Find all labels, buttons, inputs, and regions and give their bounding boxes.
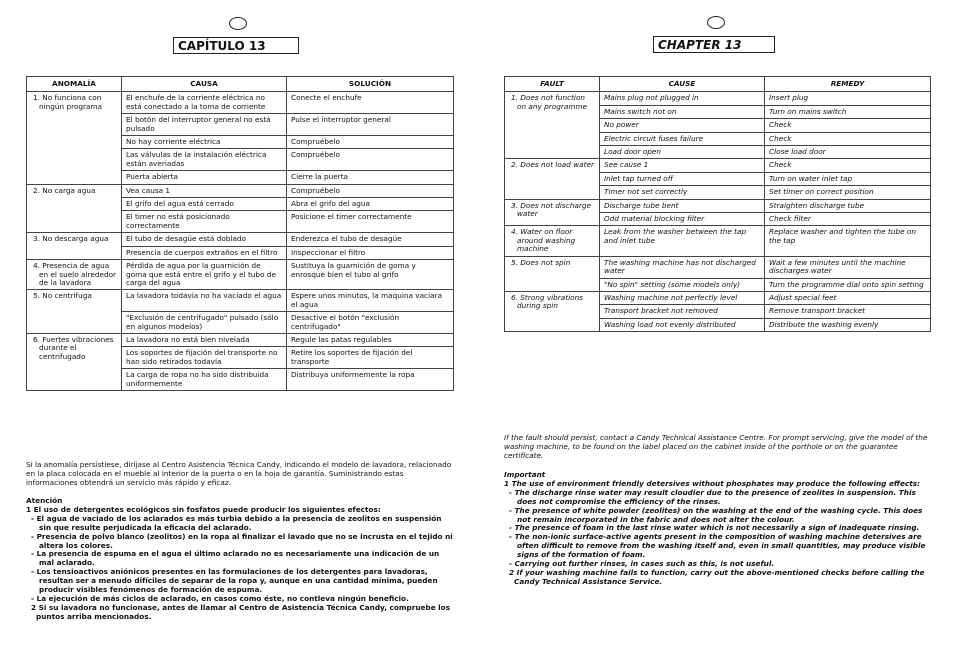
cause-cell: Pérdida de agua por la guarnición de goma que está entre el grifo y el tubo de carga del agua <box>122 260 287 290</box>
header-fault: FAULT <box>505 77 600 92</box>
remedy-cell: Check filter <box>765 213 931 226</box>
header-solucion: SOLUCIÓN <box>287 77 454 92</box>
table-row <box>505 226 931 256</box>
page-marker-oval-left <box>229 17 247 30</box>
remedy-cell: Set timer on correct position <box>765 186 931 199</box>
fault-cell: 2. No carga agua <box>27 184 122 233</box>
bullet-item: - The discharge rinse water may result cloudier due to the presence of zeolites in suspension. This does not compromise the efficiency of the rinses. <box>509 487 916 506</box>
bullet-item: - The presence of white powder (zeolites) on the washing at the end of the washing cycle. This does not remain incorporated in the fabric and does not alter the colour. <box>509 505 923 524</box>
table-row <box>505 199 931 212</box>
important-title: Important <box>504 470 546 479</box>
important-section-en <box>504 471 930 587</box>
cause-cell: Discharge tube bent <box>600 199 765 212</box>
table-row <box>505 291 931 304</box>
cause-cell: Washing load not evenly distributed <box>600 318 765 331</box>
cause-cell: Mains plug not plugged in <box>600 92 765 105</box>
cause-cell: El enchufe de la corriente eléctrica no está conectado a la toma de corriente <box>122 92 287 114</box>
chapter-title-en: CHAPTER 13 <box>653 36 775 53</box>
table-row <box>505 92 931 105</box>
cause-cell: Inlet tap turned off <box>600 172 765 185</box>
fault-cell: 5. Does not spin <box>505 256 600 291</box>
persist-note-es: Si la anomalía persistiese, diríjase al Centro Asistencia Técnica Candy, indicando el modelo de lavadora, relacionado en la placa colocada en el mueble al interior de la puerta o en la hoja de garantía. Suministrando estas informaciones obtendrá un servicio más rápido y eficaz. <box>26 460 452 487</box>
bullet-item: - La presencia de espuma en el agua el último aclarado no es necesariamente una indicación de un mal aclarado. <box>31 549 440 568</box>
bullet-item: - The non-ionic surface-active agents present in the composition of washing machine detersives are often difficult to remove from the washing itself and, even in small quantities, may produce visible signs of the formation of foam. <box>509 532 926 560</box>
remedy-cell: Espere unos minutos, la maquina vaciara el agua <box>287 290 454 312</box>
persist-note-en: If the fault should persist, contact a Candy Technical Assistance Centre. For prompt servicing, give the model of the washing machine, to be found on the label placed on the cabinet inside of the porthole or on the guarantee certificate. <box>504 433 928 460</box>
attention-section-es <box>26 497 454 622</box>
cause-cell: Las válvulas de la instalación eléctrica están averiadas <box>122 149 287 171</box>
remedy-cell: Sustituya la guarnición de goma y enrosque bien el tubo al grifo <box>287 260 454 290</box>
fault-cell: 4. Presencia de agua en el suelo alrededor de la lavadora <box>27 260 122 290</box>
bullet-item: - Presencia de polvo blanco (zeolitos) en la ropa al finalizar el lavado que no se incrusta en el tejido ni altera los colores. <box>31 531 453 550</box>
bullet-item: - The presence of foam in the last rinse water which is not necessarily a sign of inadequate rinsing. <box>509 523 920 533</box>
troubleshooting-table-es <box>26 76 454 391</box>
chapter-title-es: CAPÍTULO 13 <box>173 37 299 54</box>
bullet-item: - La ejecución de más ciclos de aclarado, en casos como éste, no contleva ningún beneficio. <box>31 593 409 603</box>
table-row <box>27 184 454 197</box>
remedy-cell: Check <box>765 132 931 145</box>
cause-cell: Transport bracket not removed <box>600 305 765 318</box>
cause-cell: Electric circuit fuses failure <box>600 132 765 145</box>
bullet-item: - Carrying out further rinses, in cases such as this, is not useful. <box>509 559 775 569</box>
fault-cell: 3. No descarga agua <box>27 233 122 260</box>
important-bullets <box>504 489 930 569</box>
cause-cell: The washing machine has not discharged water <box>600 256 765 278</box>
troubleshooting-table-en <box>504 76 931 332</box>
remedy-cell: Abra el grifo del agua <box>287 198 454 211</box>
cause-cell: El timer no está posicionado correctamente <box>122 211 287 233</box>
cause-cell: See cause 1 <box>600 159 765 172</box>
cause-cell: Puerta abierta <box>122 171 287 184</box>
remedy-cell: Close load door <box>765 146 931 159</box>
remedy-cell: Insert plug <box>765 92 931 105</box>
remedy-cell: Check <box>765 159 931 172</box>
table-row <box>27 333 454 346</box>
footer-note-en <box>504 434 930 461</box>
attention-item-1: 1 El uso de detergentes ecológicos sin fosfatos puede producir los siguientes efectos: <box>26 504 381 514</box>
cause-cell: Los soportes de fijación del transporte no han sido retirados todavía <box>122 347 287 369</box>
cause-cell: Leak from the washer between the tap and inlet tube <box>600 226 765 256</box>
fault-cell: 6. Fuertes vibraciones durante el centrifugado <box>27 333 122 390</box>
cause-cell: La lavadora todavía no ha vaciado el agua <box>122 290 287 312</box>
cause-cell: La carga de ropa no ha sido distribuida uniformemente <box>122 369 287 391</box>
remedy-cell: Remove transport bracket <box>765 305 931 318</box>
cause-cell: "No spin" setting (some models only) <box>600 278 765 291</box>
cause-cell: Vea causa 1 <box>122 184 287 197</box>
important-item-1: 1 The use of environment friendly detersives without phosphates may produce the following effects: <box>504 478 920 488</box>
remedy-cell: Wait a few minutes until the machine discharges water <box>765 256 931 278</box>
cause-cell: Washing machine not perfectly level <box>600 291 765 304</box>
cause-cell: Timer not set correctly <box>600 186 765 199</box>
remedy-cell: Compruébelo <box>287 149 454 171</box>
fault-cell: 5. No centrifuga <box>27 290 122 334</box>
header-cause: CAUSE <box>600 77 765 92</box>
cause-cell: Load door open <box>600 146 765 159</box>
remedy-cell: Compruébelo <box>287 184 454 197</box>
remedy-cell: Turn on mains switch <box>765 105 931 118</box>
cause-cell: No hay corriente eléctrica <box>122 136 287 149</box>
footer-note-es <box>26 461 454 488</box>
fault-cell: 6. Strong vibrations during spin <box>505 291 600 331</box>
cause-cell: Presencia de cuerpos extraños en el filtro <box>122 246 287 259</box>
table-row <box>27 260 454 290</box>
cause-cell: El botón del interruptor general no está pulsado <box>122 114 287 136</box>
remedy-cell: Inspeccionar el filtro <box>287 246 454 259</box>
fault-cell: 2. Does not load water <box>505 159 600 199</box>
page-marker-oval-right <box>707 16 725 29</box>
cause-cell: "Exclusión de centrifugado" pulsado (sólo en algunos modelos) <box>122 312 287 334</box>
remedy-cell: Posicione el timer correctamente <box>287 211 454 233</box>
table-row <box>27 233 454 246</box>
bullet-item: - El agua de vaciado de los aclarados es más turbia debido a la presencia de zeolitos en suspensión sin que resulte perjudicada la eficacia del aclarado. <box>31 513 442 532</box>
cause-cell: Mains switch not on <box>600 105 765 118</box>
remedy-cell: Desactive el botón "exclusión centrifugado" <box>287 312 454 334</box>
header-remedy: REMEDY <box>765 77 931 92</box>
header-anomalia: ANOMALÍA <box>27 77 122 92</box>
cause-cell: El grifo del agua está cerrado <box>122 198 287 211</box>
table-row <box>505 256 931 278</box>
cause-cell: Odd material blocking filter <box>600 213 765 226</box>
remedy-cell: Enderezca el tubo de desagüe <box>287 233 454 246</box>
table-row <box>27 290 454 312</box>
remedy-cell: Retire los soportes de fijación del transporte <box>287 347 454 369</box>
remedy-cell: Distribuya uniformemente la ropa <box>287 369 454 391</box>
attention-item-2: 2 Si su lavadora no funcionase, antes de llamar al Centro de Asistencia Técnica Candy, compruebe los puntos arriba mencionados. <box>31 602 451 621</box>
remedy-cell: Straighten discharge tube <box>765 199 931 212</box>
remedy-cell: Replace washer and tighten the tube on the tap <box>765 226 931 256</box>
remedy-cell: Distribute the washing evenly <box>765 318 931 331</box>
fault-cell: 1. No funciona con ningún programa <box>27 92 122 184</box>
remedy-cell: Compruébelo <box>287 136 454 149</box>
cause-cell: La lavadora no está bien nivelada <box>122 333 287 346</box>
attention-title: Atención <box>26 496 63 505</box>
fault-cell: 1. Does not function on any programme <box>505 92 600 159</box>
bullet-item: - Los tensioactivos aniónicos presentes en las formulaciones de los detergentes para lavadoras, resultan ser a menudo difíciles de separar de la ropa y, aunque en una cantidad mínima, pueden producir visibles fenómenos de formación de espuma. <box>31 567 438 595</box>
table-row <box>27 92 454 114</box>
remedy-cell: Adjust special feet <box>765 291 931 304</box>
header-causa: CAUSA <box>122 77 287 92</box>
remedy-cell: Regule las patas regulables <box>287 333 454 346</box>
cause-cell: El tubo de desagüe está doblado <box>122 233 287 246</box>
remedy-cell: Cierre la puerta <box>287 171 454 184</box>
cause-cell: No power <box>600 119 765 132</box>
remedy-cell: Turn the programme dial onto spin setting <box>765 278 931 291</box>
table-row <box>505 159 931 172</box>
fault-cell: 4. Water on floor around washing machine <box>505 226 600 256</box>
remedy-cell: Turn on water inlet tap <box>765 172 931 185</box>
fault-cell: 3. Does not discharge water <box>505 199 600 226</box>
remedy-cell: Pulse el interruptor general <box>287 114 454 136</box>
important-item-2: 2 If your washing machine fails to function, carry out the above-mentioned checks before calling the Candy Technical Assistance Service. <box>509 567 925 586</box>
remedy-cell: Conecte el enchufe <box>287 92 454 114</box>
remedy-cell: Check <box>765 119 931 132</box>
attention-bullets <box>26 515 454 604</box>
